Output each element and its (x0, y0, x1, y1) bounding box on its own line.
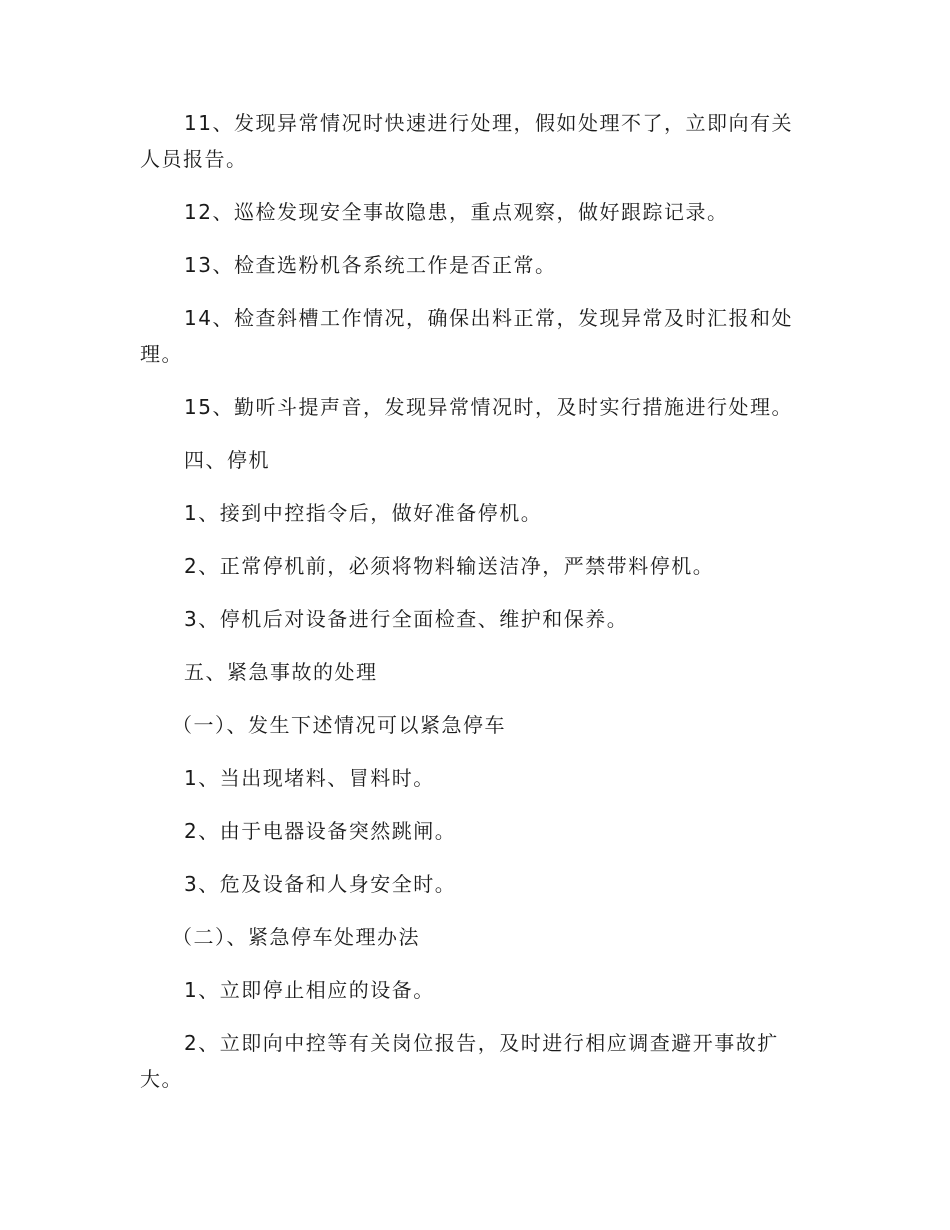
list-item-14: 14、检查斜槽工作情况，确保出料正常，发现异常及时汇报和处理。 (140, 306, 793, 366)
list-item-15: 15、勤听斗提声音，发现异常情况时，及时实行措施进行处理。 (184, 395, 793, 419)
emergency-stop-item-1: 1、当出现堵料、冒料时。 (184, 766, 435, 790)
stop-handling-item-2: 2、立即向中控等有关岗位报告，及时进行相应调查避开事故扩大。 (140, 1031, 779, 1091)
document-body (140, 105, 800, 1114)
subsection-heading-emergency-stop: （一）、发生下述情况可以紧急停车 (172, 713, 506, 737)
shutdown-item-1: 1、接到中控指令后，做好准备停机。 (184, 501, 543, 525)
shutdown-item-3: 3、停机后对设备进行全面检查、维护和保养。 (184, 607, 629, 631)
list-item-13: 13、检查选粉机各系统工作是否正常。 (184, 253, 557, 277)
section-heading-shutdown: 四、停机 (184, 448, 270, 472)
emergency-stop-item-3: 3、危及设备和人身安全时。 (184, 872, 457, 896)
shutdown-item-2: 2、正常停机前，必须将物料输送洁净，严禁带料停机。 (184, 554, 715, 578)
stop-handling-item-1: 1、立即停止相应的设备。 (184, 978, 435, 1002)
list-item-11: 11、发现异常情况时快速进行处理，假如处理不了，立即向有关人员报告。 (140, 111, 793, 171)
subsection-heading-stop-handling: （二）、紧急停车处理办法 (172, 925, 420, 949)
emergency-stop-item-2: 2、由于电器设备突然跳闸。 (184, 819, 457, 843)
list-item-12: 12、巡检发现安全事故隐患，重点观察，做好跟踪记录。 (184, 200, 729, 224)
section-heading-emergency: 五、紧急事故的处理 (184, 660, 378, 684)
